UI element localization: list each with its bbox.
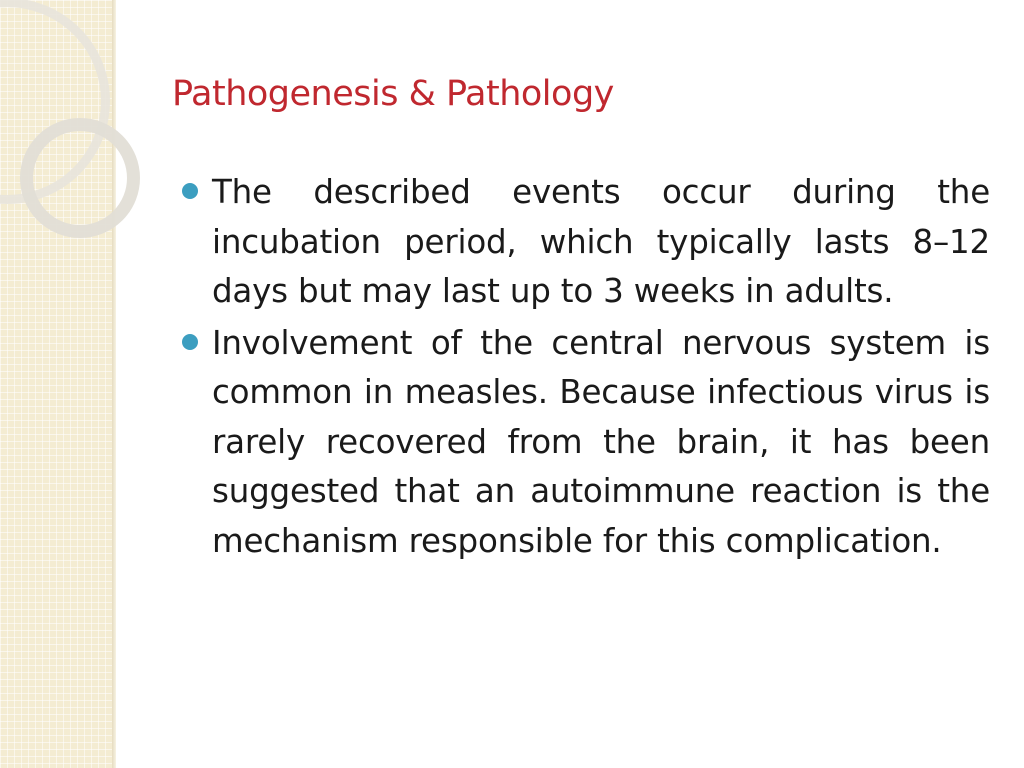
bullet-icon (182, 183, 198, 199)
bullet-text: The described events occur during the incubation period, which typically lasts 8–12 days but may last up to 3 weeks in adults. (212, 173, 990, 310)
bullet-text: Involvement of the central nervous system is common in measles. Because infectious virus is rarely recovered from the brain, it has been suggested that an autoimmune reaction is the mechanism responsible for this complication. (212, 323, 990, 560)
bullet-item (182, 319, 990, 567)
bullet-item (182, 168, 990, 317)
side-panel-edge (112, 0, 116, 768)
bullet-list (182, 168, 990, 568)
bullet-icon (182, 334, 198, 350)
slide-title: Pathogenesis & Pathology (172, 74, 614, 114)
decorative-ring-small (20, 118, 140, 238)
